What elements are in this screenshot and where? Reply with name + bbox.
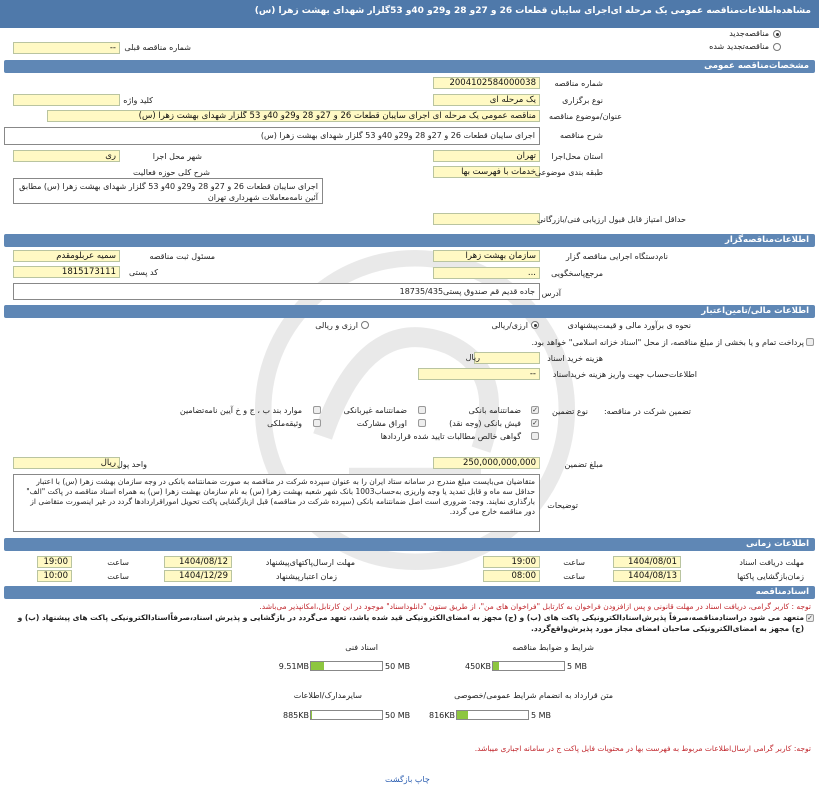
holding-type-label: نوع برگزاری <box>562 96 603 105</box>
guarantee-amount-label: مبلغ تضمین <box>564 460 603 469</box>
min-score-label: حداقل امتیاز قابل قبول ارزیابی فنی/بازرگانی <box>537 215 686 224</box>
guarantee-nonbank-label: ضمانتنامه غیربانکی <box>343 406 407 415</box>
guarantee-bank-checkbox[interactable]: ✓ <box>532 406 538 414</box>
registrar-label: مسئول ثبت مناقصه <box>149 252 215 261</box>
organization-label: نام‌دستگاه اجرایی مناقصه گزار <box>565 252 668 261</box>
currency-unit: ریال <box>13 457 120 469</box>
keyword-label: کلید واژه <box>123 96 153 105</box>
receive-time-label: ساعت <box>563 558 585 567</box>
file-size-1: 450KB <box>464 662 491 671</box>
guarantee-article-checkbox[interactable] <box>313 406 321 414</box>
commit-checkbox[interactable]: ✓ <box>807 614 813 622</box>
address: جاده قدیم قم صندوق پستی18735/435 <box>13 283 540 300</box>
postal-code-label: کد پستی <box>129 268 158 277</box>
account-label: اطلاعات‌حساب جهت واریز هزینه خریداسناد <box>552 370 697 379</box>
account-info: -- <box>418 368 540 380</box>
guarantee-receivables-label: گواهی خالص مطالبات تایید شده قراردادها <box>380 432 521 441</box>
validity-date: 1404/12/29 <box>164 570 232 582</box>
open-time-label: ساعت <box>563 572 585 581</box>
submit-date: 1404/08/12 <box>164 556 232 568</box>
activity-label: شرح کلی حوزه فعالیت <box>133 168 210 177</box>
renewed-tender-radio[interactable] <box>773 43 781 51</box>
estimate-label: نحوه ی برآورد مالی و قیمت‌پیشنهادی <box>567 321 691 330</box>
tender-description: اجرای سایبان قطعات 26 و 27و 28 و29و 40و 53 گلزار شهدای بهشت زهرا (س) <box>4 127 540 145</box>
guarantee-notes: متقاضیان می‌بایست مبلغ مندرج در سامانه ستاد ایران را به عنوان سپرده شرکت در مناقصه به صورت ضمانتنامه بانکی در وجه سازمان بهشت زهرا (س) با اعتبار حداقل سه ماه و قابل تمدید یا وجه واریزی به‌حساب1003 بانک شهر شعبه بهشت زهرا (س) به نام سازمان بهشت زهرا (س) به همراه اسناد مناقصه در پاکت "الف" بارگذاری نمایند. وجه: ضروری است اصل ضمانتنامه بانکی (سپرده شرکت در مناقصه) قبل ازبازگشایی پاکت تحویل اموراقراردادها گردد در غیر اینصورت متقاضی از دور مناقصه خارج می گردد. <box>13 474 540 532</box>
open-time: 08:00 <box>483 570 540 582</box>
city-label: شهر محل اجرا <box>152 152 202 161</box>
file-name-3: متن قرارداد به انضمام شرایط عمومی/خصوصی <box>454 691 613 700</box>
estimate-opt2-label: ارزی و ریالی <box>315 321 358 330</box>
estimate-rial-radio[interactable] <box>531 321 539 329</box>
file-progress-3 <box>456 710 529 720</box>
file-limit-2: 50 MB <box>385 662 411 671</box>
receive-label: مهلت دریافت اسناد <box>739 558 804 567</box>
guarantee-receivables-checkbox[interactable] <box>531 432 539 440</box>
file-limit-1: 5 MB <box>567 662 588 671</box>
guarantee-bonds-label: اوراق مشارکت <box>356 419 407 428</box>
guarantee-amount: 250,000,000,000 <box>433 457 540 469</box>
new-tender-radio[interactable] <box>773 30 781 38</box>
print-link[interactable]: چاپ <box>414 775 430 784</box>
guarantee-cash-label: فیش بانکی (وجه نقد) <box>449 419 521 428</box>
receive-date: 1404/08/01 <box>613 556 681 568</box>
price-list-note: توجه: کاربر گرامی ارسال‌اطلاعات مربوط به فهرست بها در محتویات فایل پاکت ج در سامانه اجباری میباشد. <box>474 744 811 753</box>
section-documents: اسنادمناقصه <box>4 586 815 599</box>
category-label: طبقه بندی موضوعی <box>534 168 603 177</box>
guarantee-notes-label: توضیحات <box>547 501 578 510</box>
receive-time: 19:00 <box>483 556 540 568</box>
estimate-opt1-label: ارزی/ریالی <box>491 321 528 330</box>
section-general: مشخصات‌مناقصه عمومی <box>4 60 815 73</box>
guarantee-cash-checkbox[interactable]: ✓ <box>532 419 538 427</box>
guarantee-property-checkbox[interactable] <box>313 419 321 427</box>
guarantee-bonds-checkbox[interactable] <box>418 419 426 427</box>
reference-label: مرجع‌پاسخگویی <box>551 269 603 278</box>
footer-links <box>385 775 430 784</box>
section-financial: اطلاعات مالی/تامین‌اعتبار <box>4 305 815 318</box>
file-limit-4: 50 MB <box>385 711 411 720</box>
validity-label: زمان اعتبارپیشنهاد <box>275 572 337 581</box>
file-progress-2 <box>310 661 383 671</box>
file-name-4: سایرمدارک/اطلاعات <box>293 691 362 700</box>
file-name-1: شرایط و ضوابط مناقصه <box>512 643 594 652</box>
guarantee-type-label: تضمین شرکت در مناقصه: <box>603 407 691 416</box>
purchase-cost-unit: ریال <box>465 353 480 362</box>
file-size-2: 9.51MB <box>278 662 309 671</box>
file-size-3: 816KB <box>428 711 455 720</box>
file-size-4: 885KB <box>282 711 309 720</box>
reference: ... <box>433 267 540 279</box>
purchase-cost <box>474 352 540 364</box>
category: خدمات با فهرست بها <box>433 166 540 178</box>
commit-text: متعهد می شود دراسنادمناقصه،صرفاً پذیرش‌اسنادالکترونیکی پاکت های (ب) و (ج) مجهز به امضای‌الکترونیکی قید شده باشد، تعهد می‌گردد در بازگشایی و پذیرش اسناد،صرفاً‌اسنادالکترونیکی پاکت های پیشنهاد (ب) و (ج) مجهز به امضای‌الکترونیکی صاحبان امضای مجاز مورد پذیرش‌واقع‌گردد. <box>17 613 804 633</box>
open-date: 1404/08/13 <box>613 570 681 582</box>
section-organizer: اطلاعات‌مناقصه‌گزار <box>4 234 815 247</box>
min-score <box>433 213 540 225</box>
page-title: مشاهده‌اطلاعات‌مناقصه عمومی یک مرحله ای‌اجرای سایبان قطعات 26 و 27و 28 و29و 40و 53گلزار شهدای بهشت زهرا (س) <box>0 0 819 28</box>
tender-subject: مناقصه عمومی یک مرحله ای اجرای سایبان قطعات 26 و 27و 28 و29و 40و 53 گلزار شهدای بهشت زهرا (س) <box>47 110 540 122</box>
estimate-both-radio[interactable] <box>361 321 369 329</box>
validity-time-label: ساعت <box>107 572 129 581</box>
file-progress-4 <box>310 710 383 720</box>
postal-code: 1815173111 <box>13 266 120 278</box>
tender-description-label: شرح مناقصه <box>559 131 603 140</box>
tender-number-label: شماره مناقصه <box>554 79 603 88</box>
open-label: زمان‌بازگشایی پاکتها <box>737 572 804 581</box>
validity-time: 10:00 <box>37 570 72 582</box>
treasury-checkbox[interactable] <box>806 338 814 346</box>
tender-number: 2004102584000038 <box>433 77 540 89</box>
submit-time-label: ساعت <box>107 558 129 567</box>
treasury-label: پرداخت تمام و یا بخشی از مبلغ مناقصه، از محل "اسناد خزانه اسلامی" خواهد بود. <box>531 338 804 347</box>
guarantee-nonbank-checkbox[interactable] <box>418 406 426 414</box>
download-note: توجه : کاربر گرامی، دریافت اسناد در مهلت قانونی و پس ازافزودن فراخوان به کارتابل "فراخوان های من"، از طریق ستون "دانلوداسناد" موجود در این کارتابل،امکانپذیر می‌باشد. <box>259 602 811 611</box>
submit-time: 19:00 <box>37 556 72 568</box>
back-link[interactable]: بازگشت <box>385 775 413 784</box>
file-progress-1 <box>492 661 565 671</box>
guarantee-kind-label: نوع تضمین <box>552 407 588 416</box>
submit-label: مهلت ارسال‌پاکتهای‌پیشنهاد <box>265 558 355 567</box>
tender-subject-label: عنوان/موضوع مناقصه <box>549 112 622 121</box>
guarantee-article-label: موارد بند ب ، ج و خ آیین نامه‌تضامین <box>179 406 302 415</box>
file-name-2: اسناد فنی <box>345 643 378 652</box>
registrar: سمیه عربلومقدم <box>13 250 120 262</box>
prev-tender-number-label: شماره مناقصه قبلی <box>124 43 191 52</box>
organization: سازمان بهشت زهرا <box>433 250 540 262</box>
keyword-input[interactable] <box>13 94 120 106</box>
guarantee-property-label: وثیقه‌ملکی <box>267 419 302 428</box>
currency-unit-label: واحد پول <box>117 460 147 469</box>
new-tender-label: مناقصه‌جدید <box>729 29 769 38</box>
province-label: استان محل‌اجرا <box>551 152 603 161</box>
guarantee-bank-label: ضمانتنامه بانکی <box>468 406 521 415</box>
holding-type: یک مرحله ای <box>433 94 540 106</box>
renewed-tender-label: مناقصه‌تجدید شده <box>709 42 769 51</box>
city: ری <box>13 150 120 162</box>
file-limit-3: 5 MB <box>531 711 552 720</box>
province: تهران <box>433 150 540 162</box>
section-timing: اطلاعات زمانی <box>4 538 815 551</box>
prev-tender-number: -- <box>13 42 120 54</box>
purchase-cost-label: هزینه خرید اسناد <box>547 354 603 363</box>
activity-description: اجرای سایبان قطعات 26 و 27و 28 و29و 40و 53 گلزار شهدای بهشت زهرا (س) مطابق آئین نامه‌معاملات شهرداری تهران <box>13 178 323 204</box>
address-label: آدرس <box>541 289 561 298</box>
